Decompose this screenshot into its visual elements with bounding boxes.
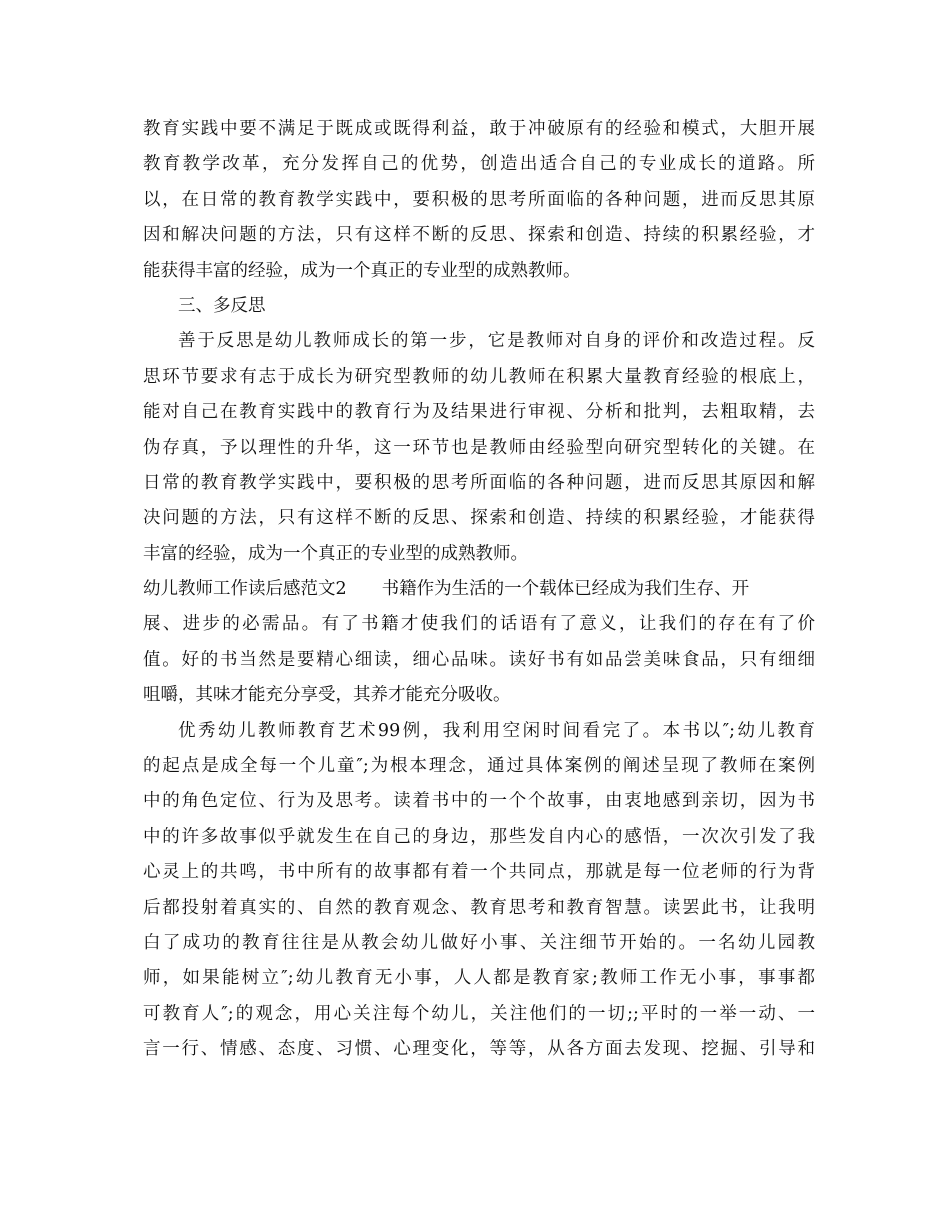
text-line: 决问题的方法，只有这样不断的反思、探索和创造、持续的积累经验，才能获得	[143, 508, 815, 529]
text-line: 伪存真，予以理性的升华，这一环节也是教师由经验型向研究型转化的关键。在	[143, 437, 815, 458]
text-line: 教育实践中要不满足于既成或既得利益，敢于冲破原有的经验和模式，大胆开展	[143, 119, 815, 139]
text-line: 心灵上的共鸣，书中所有的故事都有着一个共同点，那就是每一位老师的行为背	[143, 862, 815, 883]
text-line: 丰富的经验，成为一个真正的专业型的成熟教师。	[143, 543, 528, 564]
text-line: 思环节要求有志于成长为研究型教师的幼儿教师在积累大量教育经验的根底上，	[143, 366, 815, 387]
text-line: 以，在日常的教育教学实践中，要积极的思考所面临的各种问题，进而反思其原	[143, 189, 815, 210]
text-line: 教育教学改革，充分发挥自己的优势，创造出适合自己的专业成长的道路。所	[143, 154, 815, 175]
text-line: 咀嚼，其味才能充分享受，其养才能充分吸收。	[143, 685, 511, 706]
text-span: 书籍作为生活的一个载体已经成为我们生存、开	[381, 579, 750, 600]
text-line: 的起点是成全每一个儿童″;为根本理念，通过具体案例的阐述呈现了教师在案例	[143, 756, 815, 777]
section-title-line	[143, 572, 815, 607]
text-line: 因和解决问题的方法，只有这样不断的反思、探索和创造、持续的积累经验，才	[143, 225, 815, 246]
text-line: 日常的教育教学实践中，要积极的思考所面临的各种问题，进而反思其原因和解	[143, 472, 815, 493]
text-line: 能获得丰富的经验，成为一个真正的专业型的成熟教师。	[143, 260, 581, 281]
text-line: 值。好的书当然是要精心细读，细心品味。读好书有如品尝美味食品，只有细细	[143, 649, 815, 670]
text-line: 能对自己在教育实践中的教育行为及结果进行审视、分析和批判，去粗取精，去	[143, 402, 815, 423]
document-page	[143, 112, 815, 1068]
text-line: 后都投射着真实的、自然的教育观念、教育思考和教育智慧。读罢此书，让我明	[143, 897, 815, 918]
text-line: 可教育人″;的观念，用心关注每个幼儿，关注他们的一切;;平时的一举一动、一	[143, 1003, 815, 1024]
text-line: 优秀幼儿教师教育艺术99例，我利用空闲时间看完了。本书以″;幼儿教育	[178, 720, 815, 741]
text-line: 师，如果能树立″;幼儿教育无小事，人人都是教育家;教师工作无小事，事事都	[143, 968, 815, 989]
text-line: 白了成功的教育往往是从教会幼儿做好小事、关注细节开始的。一名幼儿园教	[143, 932, 815, 953]
section-heading: 三、多反思	[178, 295, 266, 316]
text-line: 言一行、情感、态度、习惯、心理变化，等等，从各方面去发现、挖掘、引导和	[143, 1039, 815, 1060]
text-line: 中的角色定位、行为及思考。读着书中的一个个故事，由衷地感到亲切，因为书	[143, 791, 815, 812]
text-line: 善于反思是幼儿教师成长的第一步，它是教师对自身的评价和改造过程。反	[178, 331, 815, 352]
text-line: 中的许多故事似乎就发生在自己的身边，那些发自内心的感悟，一次次引发了我	[143, 826, 815, 847]
text-line: 展、进步的必需品。有了书籍才使我们的话语有了意义，让我们的存在有了价	[143, 614, 815, 635]
section-title: 幼儿教师工作读后感范文2	[143, 579, 347, 600]
